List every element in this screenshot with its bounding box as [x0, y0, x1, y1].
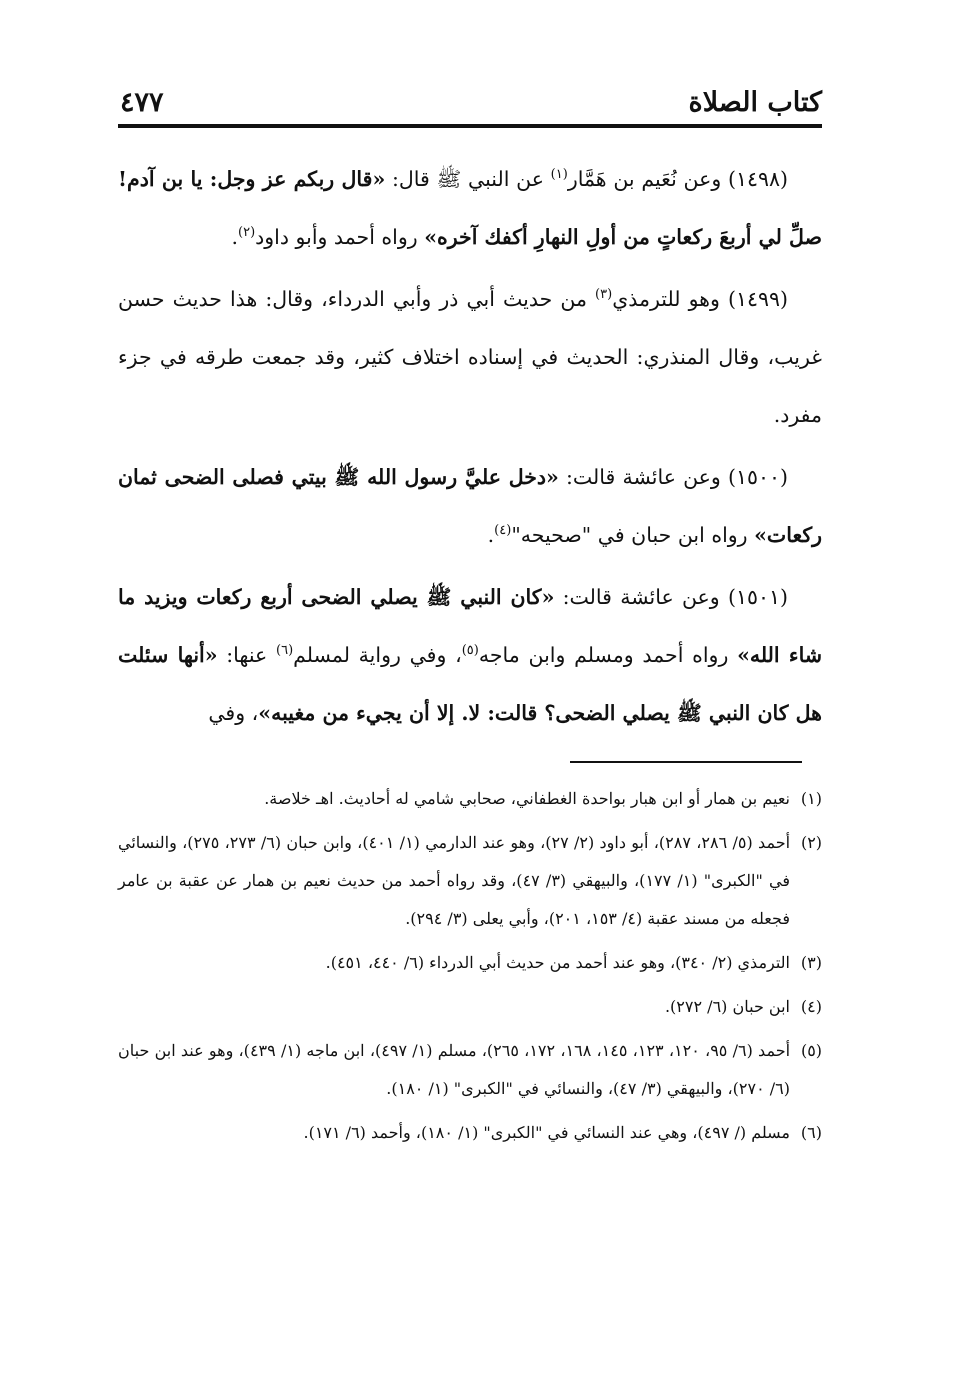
- hadith-number: (١٥٠١): [727, 585, 788, 609]
- text-run: .: [231, 225, 239, 249]
- footnote-number: (٣): [800, 953, 822, 972]
- text-run: .: [487, 523, 495, 547]
- footnote-ref: (١): [550, 167, 568, 183]
- footnote-1: [118, 780, 822, 818]
- footnote-text: مسلم (/ ٤٩٧)، وهي عند النسائي في "الكبرى" (١/ ١٨٠)، وأحمد (٦/ ١٧١).: [303, 1123, 790, 1142]
- footnote-4: [118, 988, 822, 1026]
- footnote-ref: (٢): [238, 225, 256, 241]
- footnote-text: أحمد (٥/ ٢٨٦، ٢٨٧)، أبو داود (٢/ ٢٧)، وهو عند الدارمي (١/ ٤٠١)، وابن حبان (٦/ ٢٧٣، ٢٧٥)، والنسائي في "الكبرى" (١/ ١٧٧)، والبيهقي (٣/ ٤٧)، وقد رواه أحمد من حديث نعيم بن همار عن عقبة بن عامر فجعله من مسند عقبة (٤/ ١٥٣، ٢٠١)، وأبي يعلى (٣/ ٢٩٤).: [118, 833, 791, 928]
- footnote-number: (٢): [800, 833, 823, 852]
- page-header: [118, 72, 822, 124]
- footnote-number: (٦): [800, 1123, 822, 1142]
- text-run: رواه ابن حبان في "صحيحه": [511, 523, 755, 547]
- hadith-quote: «قال ربكم عز وجل: يا بن آدم! صلِّ لي أربعَ ركعاتٍ من أولِ النهارِ أكفك آخره»: [118, 167, 822, 249]
- hadith-number: (١٥٠٠): [727, 465, 788, 489]
- hadith-number: (١٤٩٨): [727, 167, 788, 191]
- hadith-number: (١٤٩٩): [727, 287, 789, 311]
- text-run: وهو للترمذي: [612, 287, 728, 311]
- text-run: وعن نُعَيم بن هَمَّار: [567, 167, 728, 191]
- page-number: ٤٧٧: [120, 87, 164, 118]
- footnote-ref: (٣): [595, 287, 613, 303]
- hadith-paragraph-1501: [118, 568, 822, 742]
- footnote-separator: [570, 761, 802, 763]
- footnote-number: (٥): [800, 1041, 823, 1060]
- hadith-paragraph-1500: [118, 448, 822, 564]
- footnote-3: [118, 944, 822, 982]
- footnote-text: الترمذي (٢/ ٣٤٠)، وهو عند أحمد من حديث أبي الدرداء (٦/ ٤٤٠، ٤٥١).: [325, 953, 790, 972]
- hadith-paragraph-1498: [118, 150, 822, 266]
- footnotes: [118, 780, 822, 1158]
- chapter-title: كتاب الصلاة: [688, 87, 822, 118]
- hadith-paragraph-1499: [118, 270, 822, 444]
- footnote-ref: (٦): [276, 643, 294, 659]
- text-run: عنها:: [217, 643, 276, 667]
- text-run: من حديث أبي ذر وأبي الدرداء، وقال: هذا حديث حسن غريب، وقال المنذري: الحديث في إسناده اختلاف كثير، وقد جمعت طرقه في جزء مفرد.: [118, 287, 822, 427]
- footnote-ref: (٥): [461, 643, 479, 659]
- text-run: ، وفي رواية لمسلم: [293, 643, 462, 667]
- footnote-number: (٤): [800, 997, 822, 1016]
- footnote-text: ابن حبان (٦/ ٢٧٢).: [664, 997, 790, 1016]
- hadith-quote: «أنها سئلت هل كان النبي ﷺ يصلي الضحى؟ قالت: لا. إلا أن يجيء من مغيبه»: [118, 643, 822, 725]
- footnote-ref: (٤): [494, 523, 512, 539]
- footnote-5: [118, 1032, 822, 1108]
- text-run: وعن عائشة قالت:: [554, 585, 728, 609]
- main-text: [118, 150, 822, 742]
- footnote-2: [118, 824, 822, 938]
- text-run: ، وفي: [208, 701, 259, 725]
- text-run: عن النبي ﷺ قال:: [385, 167, 551, 191]
- footnote-text: أحمد (٦/ ٩٥، ١٢٠، ١٢٣، ١٤٥، ١٦٨، ١٧٢، ٢٦٥)، مسلم (١/ ٤٩٧)، ابن ماجه (١/ ٤٣٩)، وهو عند ابن حبان (٦/ ٢٧٠)، والبيهقي (٣/ ٤٧)، والنسائي في "الكبرى" (١/ ١٨٠).: [118, 1041, 791, 1098]
- footnote-text: نعيم بن همار أو ابن هبار بواحدة الغطفاني، صحابي شامي له أحاديث. اهـ خلاصة.: [264, 789, 790, 808]
- text-run: رواه أحمد وأبو داود: [255, 225, 425, 249]
- text-run: رواه أحمد ومسلم وابن ماجه: [478, 643, 738, 667]
- hadith-quote: «دخل عليَّ رسول الله ﷺ بيتي فصلى الضحى ثمان ركعات»: [118, 465, 822, 547]
- hadith-quote: «كان النبي ﷺ يصلي الضحى أربع ركعات ويزيد ما شاء الله»: [118, 585, 822, 667]
- text-run: وعن عائشة قالت:: [558, 465, 728, 489]
- header-rule: [118, 124, 822, 128]
- footnote-6: [118, 1114, 822, 1152]
- footnote-number: (١): [800, 789, 822, 808]
